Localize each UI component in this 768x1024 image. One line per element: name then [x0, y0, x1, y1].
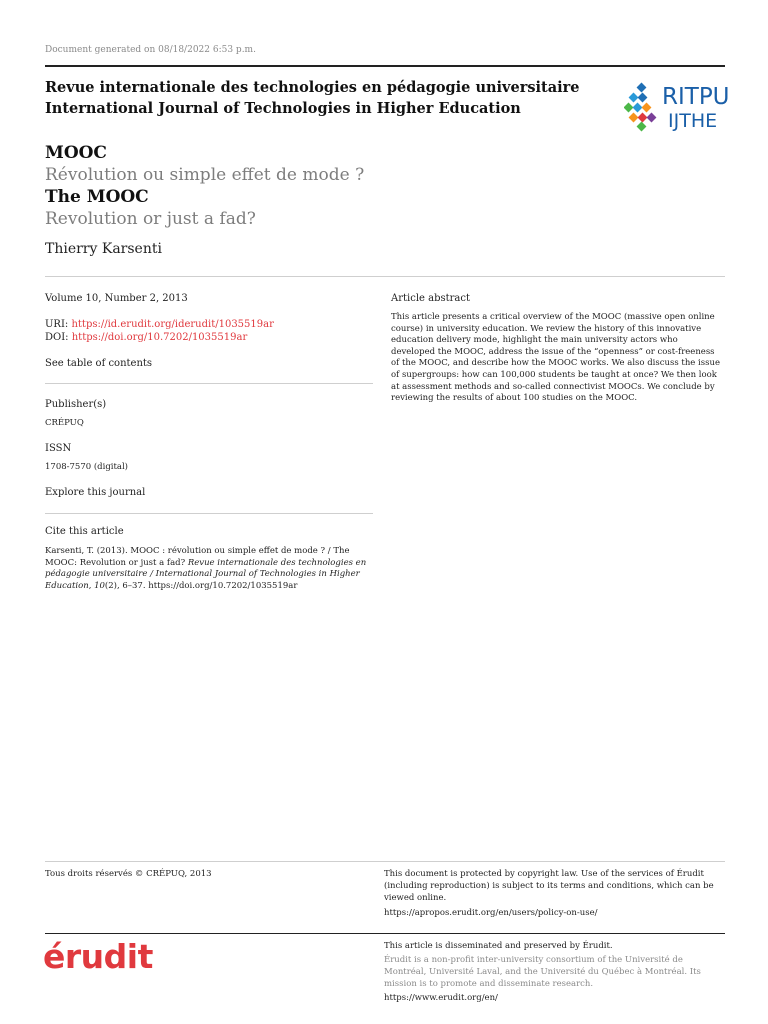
author: Thierry Karsenti — [45, 241, 162, 257]
doi-row — [45, 332, 247, 343]
uri-row — [45, 319, 274, 330]
erudit-logo: érudit — [43, 937, 153, 976]
publisher-label: Publisher(s) — [45, 399, 107, 410]
citation-mid: , — [88, 580, 95, 591]
journal-title-fr: Revue internationale des technologies en pédagogie universitaire — [45, 79, 580, 96]
doi-label: DOI: — [45, 332, 69, 343]
header-rule — [45, 65, 725, 67]
citation-volume: 10 — [94, 580, 105, 591]
footer-rule-1 — [45, 861, 725, 862]
publisher-value: CRÉPUQ — [45, 418, 84, 428]
title-rule — [45, 276, 725, 277]
citation-journal: Revue internationale des technologies en pédagogie universitaire / International Journal of Technologies in Higher Education — [45, 557, 367, 591]
erudit-link[interactable]: https://www.erudit.org/en/ — [384, 993, 498, 1003]
erudit-description: Érudit is a non-profit inter-university consortium of the Université de Montréal, Université Laval, and the Université du Québec à Montréal. Its mission is to promote and disseminate research. — [384, 955, 701, 989]
generated-date: Document generated on 08/18/2022 6:53 p.m. — [45, 45, 256, 55]
disseminated-text: This article is disseminated and preserved by Érudit. — [384, 941, 613, 951]
footer-rule-2 — [45, 933, 725, 934]
citation-end: (2), 6–37. https://doi.org/10.7202/1035519ar — [104, 580, 298, 591]
journal-title — [45, 77, 579, 119]
ritpu-logo-mark — [624, 78, 728, 134]
journal-title-en: International Journal of Technologies in Higher Education — [45, 100, 521, 117]
meta-rule-1 — [45, 383, 373, 384]
uri-link[interactable]: https://id.erudit.org/iderudit/1035519ar — [71, 319, 274, 330]
rights-statement: Tous droits réservés © CRÉPUQ, 2013 — [45, 869, 212, 879]
ritpu-logo — [624, 78, 728, 134]
ritpu-logo-line1: RITPU — [662, 84, 728, 110]
abstract-label: Article abstract — [391, 293, 470, 304]
issn-value: 1708-7570 (digital) — [45, 462, 128, 472]
volume-info: Volume 10, Number 2, 2013 — [45, 293, 188, 304]
copyright-text: This document is protected by copyright law. Use of the services of Érudit (including reproduction) is subject to its terms and conditions, which can be viewed online. — [384, 869, 714, 903]
cite-label: Cite this article — [45, 526, 124, 537]
citation-text — [45, 546, 375, 592]
article-title-fr: MOOC — [45, 143, 107, 163]
citation-start: Karsenti, T. (2013). MOOC : révolution ou simple effet de mode ? / The MOOC: Revolution or just a fad? — [45, 546, 350, 568]
article-subtitle-fr: Révolution ou simple effet de mode ? — [45, 165, 365, 185]
abstract-text: This article presents a critical overview of the MOOC (massive open online course) in university education. We review the history of this innovative education delivery mode, highlight the main university actors who developed the MOOC, address the issue of the “openness” or cost-freeness of the MOOC, and describe how the MOOC works. We also discuss the issue of supergroups: how can 100,000 students be taught at once? We then look at assessment methods and so-called connectivist MOOCs. We conclude by reviewing the results of about 100 studies on the MOOC. — [391, 312, 720, 404]
issn-label: ISSN — [45, 443, 72, 454]
policy-link[interactable]: https://apropos.erudit.org/en/users/policy-on-use/ — [384, 908, 598, 918]
article-subtitle-en: Revolution or just a fad? — [45, 209, 256, 229]
explore-journal-link[interactable]: Explore this journal — [45, 487, 146, 498]
ritpu-logo-line2: IJTHE — [668, 110, 718, 132]
article-titles — [45, 142, 364, 230]
meta-rule-2 — [45, 513, 373, 514]
article-title-en: The MOOC — [45, 187, 149, 207]
doi-link[interactable]: https://doi.org/10.7202/1035519ar — [71, 332, 248, 343]
uri-label: URI: — [45, 319, 69, 330]
table-of-contents-link[interactable]: See table of contents — [45, 358, 153, 369]
